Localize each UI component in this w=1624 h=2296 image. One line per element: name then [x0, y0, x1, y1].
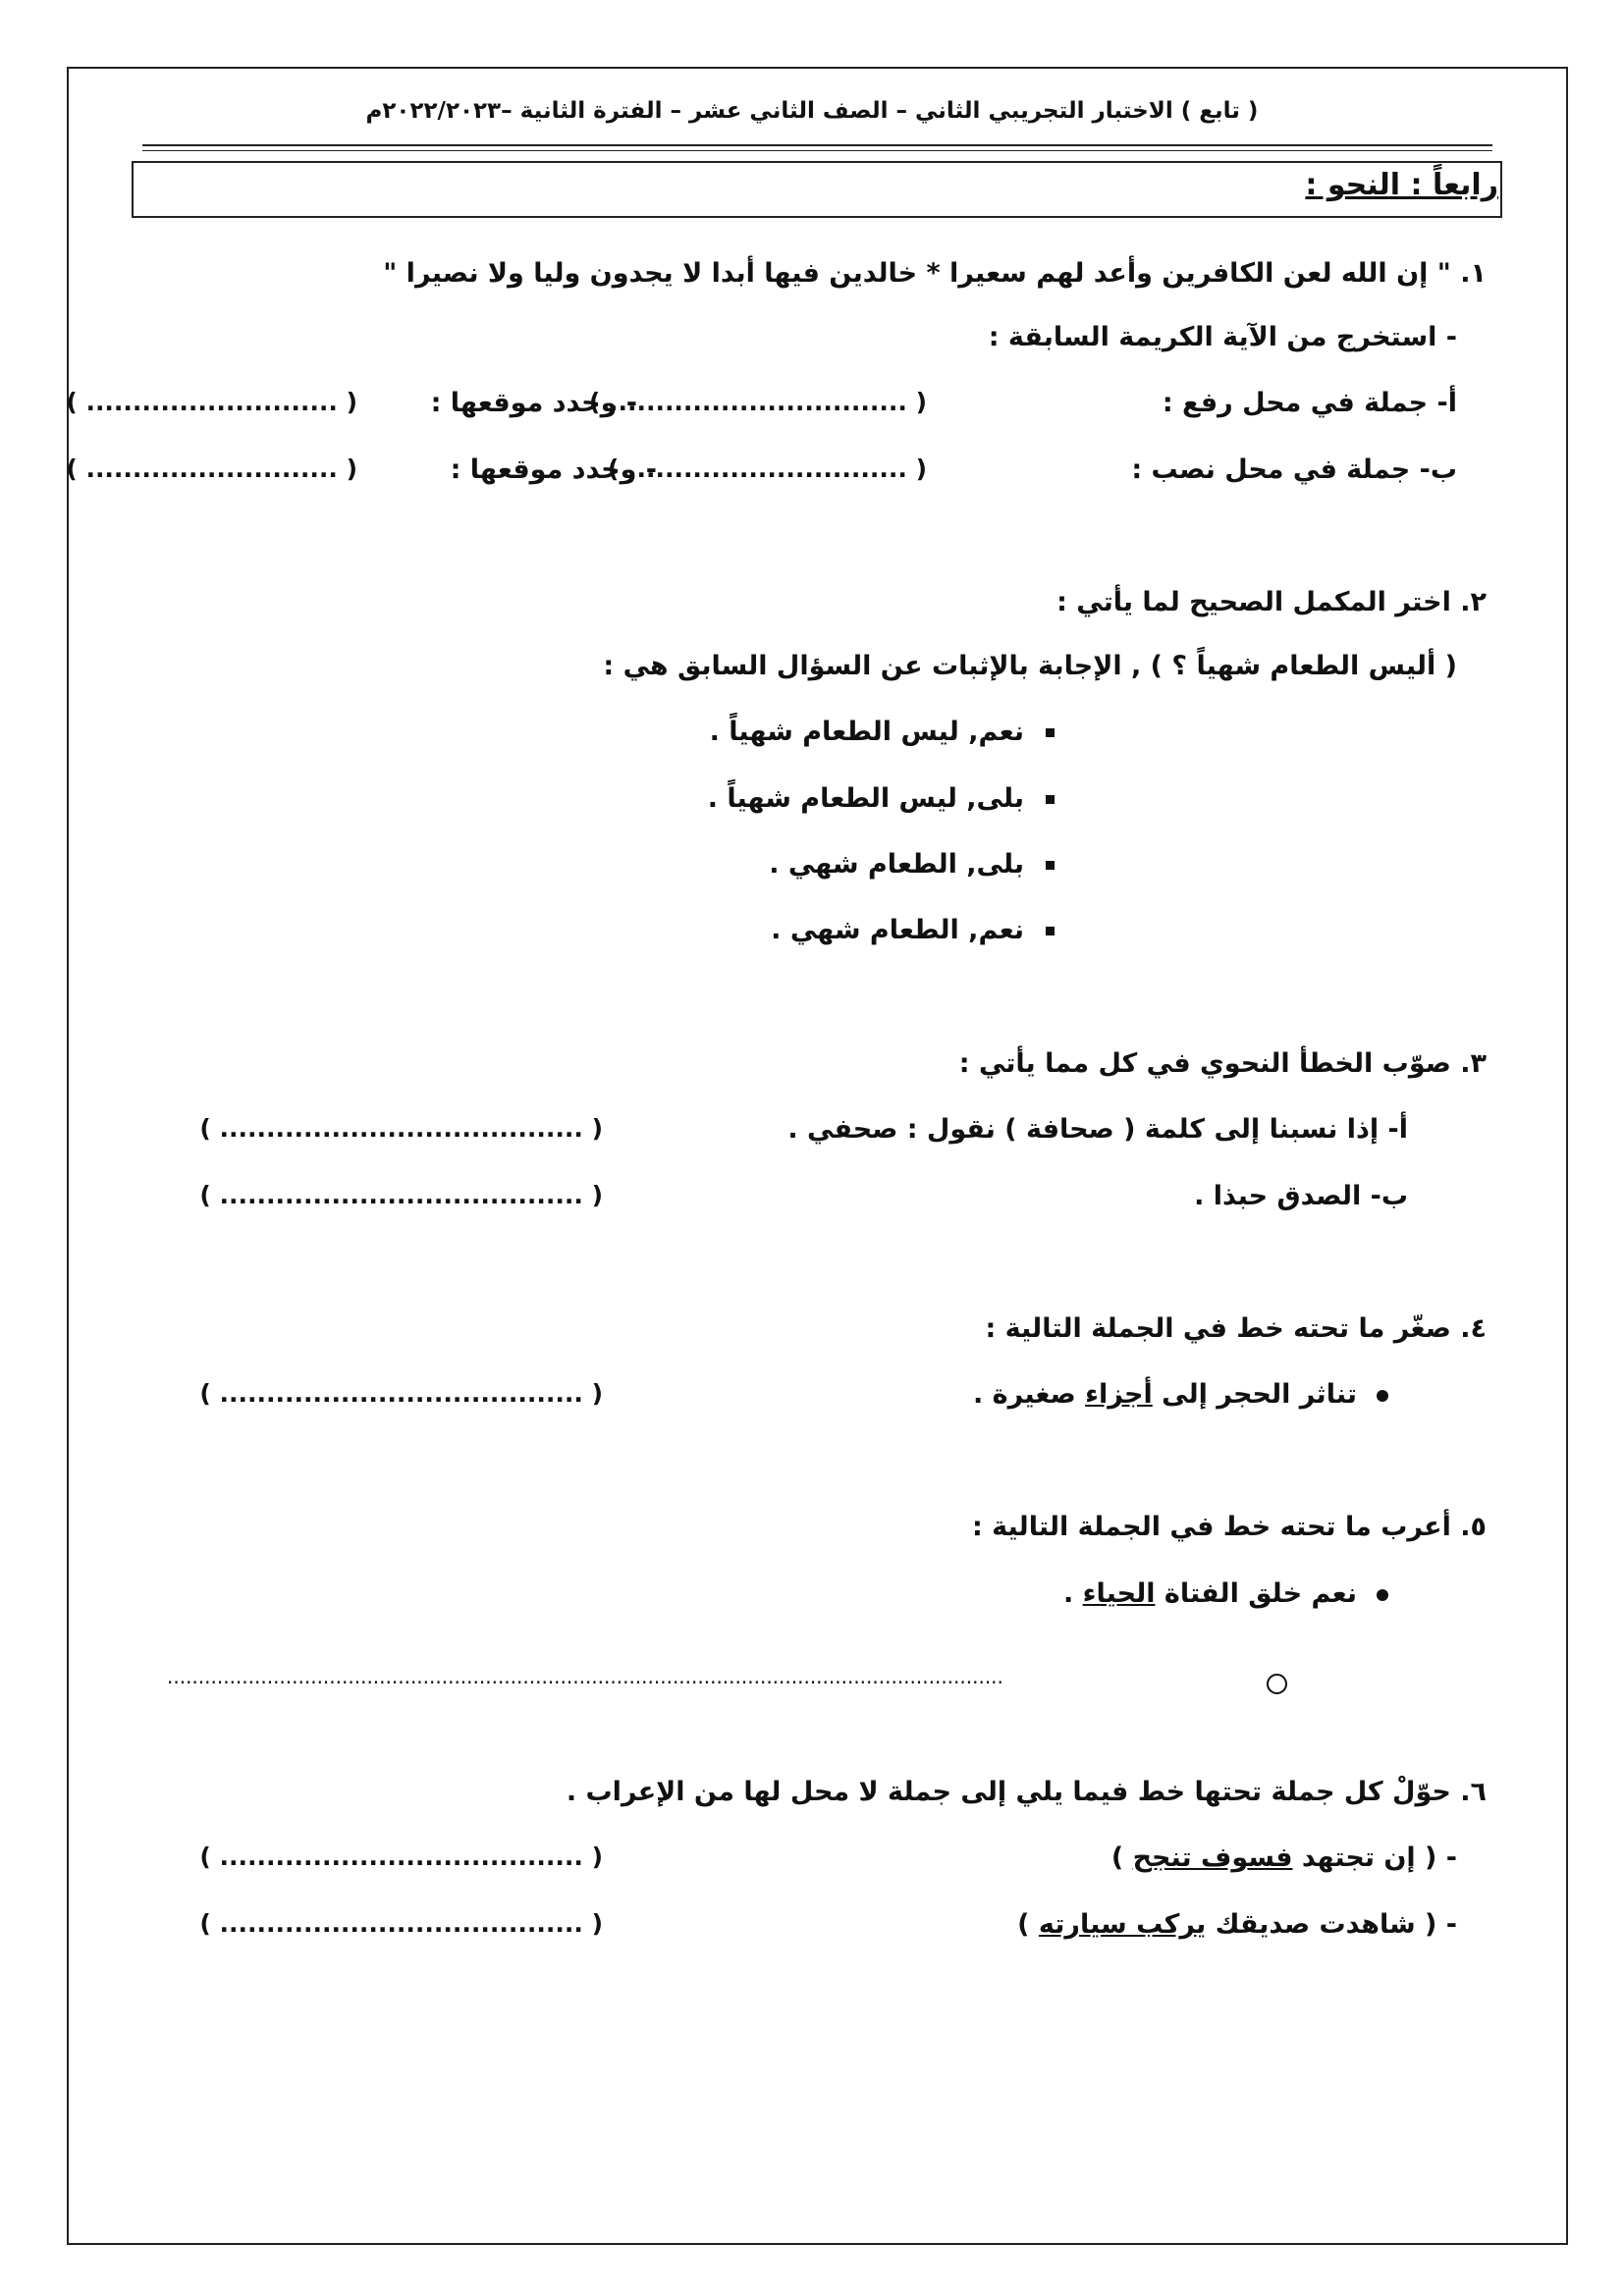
q1-b-label2: - وحدد موقعها :: [450, 454, 657, 485]
q1-a-label2: - وحدد موقعها :: [430, 388, 637, 418]
q6-sentence-2: - ( شاهدت صديقك يركب سيارته ): [1017, 1909, 1457, 1940]
section-title-box: [132, 161, 1502, 218]
section-title: رابعاً : النحو :: [1305, 168, 1498, 202]
q1-b-blank2[interactable]: ( ........................... ): [66, 454, 357, 483]
q1-a-label: أ- جملة في محل رفع :: [1162, 388, 1457, 418]
q1-a-blank2[interactable]: ( ........................... ): [66, 388, 357, 416]
q2-option[interactable]: بلى, ليس الطعام شهياً .: [708, 783, 1055, 814]
q6-number: ٦.: [1460, 1777, 1487, 1807]
q4-underlined-word: أجزاء: [1085, 1379, 1153, 1410]
q1-verse: " إن الله لعن الكافرين وأعد لهم سعيرا * خالدين فيها أبدا لا يجدون وليا ولا نصيرا ": [383, 258, 1451, 289]
header-divider: [142, 144, 1492, 146]
square-bullet-icon: [1046, 728, 1055, 737]
q4-number: ٤.: [1460, 1313, 1487, 1344]
q3-a-sentence: أ- إذا نسبنا إلى كلمة ( صحافة ) نقول : صحفي .: [787, 1114, 1408, 1145]
q6-sentence-1: - ( إن تجتهد فسوف تنجح ): [1110, 1842, 1457, 1873]
q2-option[interactable]: نعم, ليس الطعام شهياً .: [710, 717, 1055, 747]
q5-number: ٥.: [1460, 1512, 1487, 1542]
header-divider-thin: [142, 150, 1492, 151]
square-bullet-icon: [1046, 927, 1055, 935]
q2-option[interactable]: نعم, الطعام شهي .: [771, 915, 1055, 945]
q2-title: اختر المكمل الصحيح لما يأتي :: [1056, 587, 1451, 617]
q3-title: صوّب الخطأ النحوي في كل مما يأتي :: [958, 1048, 1451, 1079]
q6-underlined-1: فسوف تنجح: [1132, 1842, 1293, 1873]
square-bullet-icon: [1046, 861, 1055, 870]
round-bullet-icon: [1377, 1390, 1388, 1402]
q1-a-blank1[interactable]: ( ................................ ): [588, 388, 927, 416]
exam-header: ( تابع ) الاختبار التجريبي الثاني – الصف الثاني عشر – الفترة الثانية –٢٠٢٢/٢٠٢٣م: [365, 98, 1259, 124]
q5-sentence: نعم خلق الفتاة الحياء .: [1063, 1578, 1388, 1609]
q1-verse-line: [383, 258, 1487, 289]
q4-title: صغّر ما تحته خط في الجملة التالية :: [985, 1313, 1451, 1344]
q1-number: ١.: [1460, 258, 1487, 289]
q3-title-line: [959, 1048, 1487, 1079]
q2-number: ٢.: [1460, 587, 1487, 617]
q6-title-line: [567, 1777, 1487, 1807]
q1-b-blank1[interactable]: ( .............................. ): [607, 454, 927, 483]
q5-answer-line[interactable]: ......................................................................................................................................: [167, 1665, 1003, 1688]
q3-number: ٣.: [1460, 1048, 1487, 1079]
q5-title-line: [972, 1512, 1487, 1542]
q6-blank-2[interactable]: ( ....................................... ): [199, 1909, 603, 1938]
q3-a-blank[interactable]: ( ....................................... ): [199, 1114, 603, 1143]
q4-title-line: [985, 1313, 1487, 1344]
round-bullet-icon: [1377, 1589, 1388, 1601]
q6-title: حوّلْ كل جملة تحتها خط فيما يلي إلى جملة لا محل لها من الإعراب .: [566, 1777, 1451, 1807]
q1-b-label: ب- جملة في محل نصب :: [1131, 454, 1457, 485]
q1-instruction: - استخرج من الآية الكريمة السابقة :: [988, 322, 1457, 352]
q5-title: أعرب ما تحته خط في الجملة التالية :: [971, 1512, 1451, 1542]
q2-option[interactable]: بلى, الطعام شهي .: [769, 849, 1055, 880]
q3-b-blank[interactable]: ( ....................................... ): [199, 1181, 603, 1209]
q4-blank[interactable]: ( ....................................... ): [199, 1379, 603, 1408]
q2-title-line: [1056, 587, 1487, 617]
q4-sentence: تناثر الحجر إلى أجزاء صغيرة .: [973, 1379, 1388, 1410]
q6-underlined-2: يركب سيارته: [1038, 1909, 1207, 1940]
q3-b-sentence: ب- الصدق حبذا .: [1194, 1181, 1408, 1211]
q2-question: ( أليس الطعام شهياً ؟ ) , الإجابة بالإثبات عن السؤال السابق هي :: [603, 651, 1457, 681]
hollow-circle-bullet-icon: [1267, 1674, 1287, 1698]
q6-blank-1[interactable]: ( ....................................... ): [199, 1842, 603, 1871]
square-bullet-icon: [1046, 795, 1055, 804]
q5-underlined-word: الحياء: [1082, 1578, 1156, 1609]
